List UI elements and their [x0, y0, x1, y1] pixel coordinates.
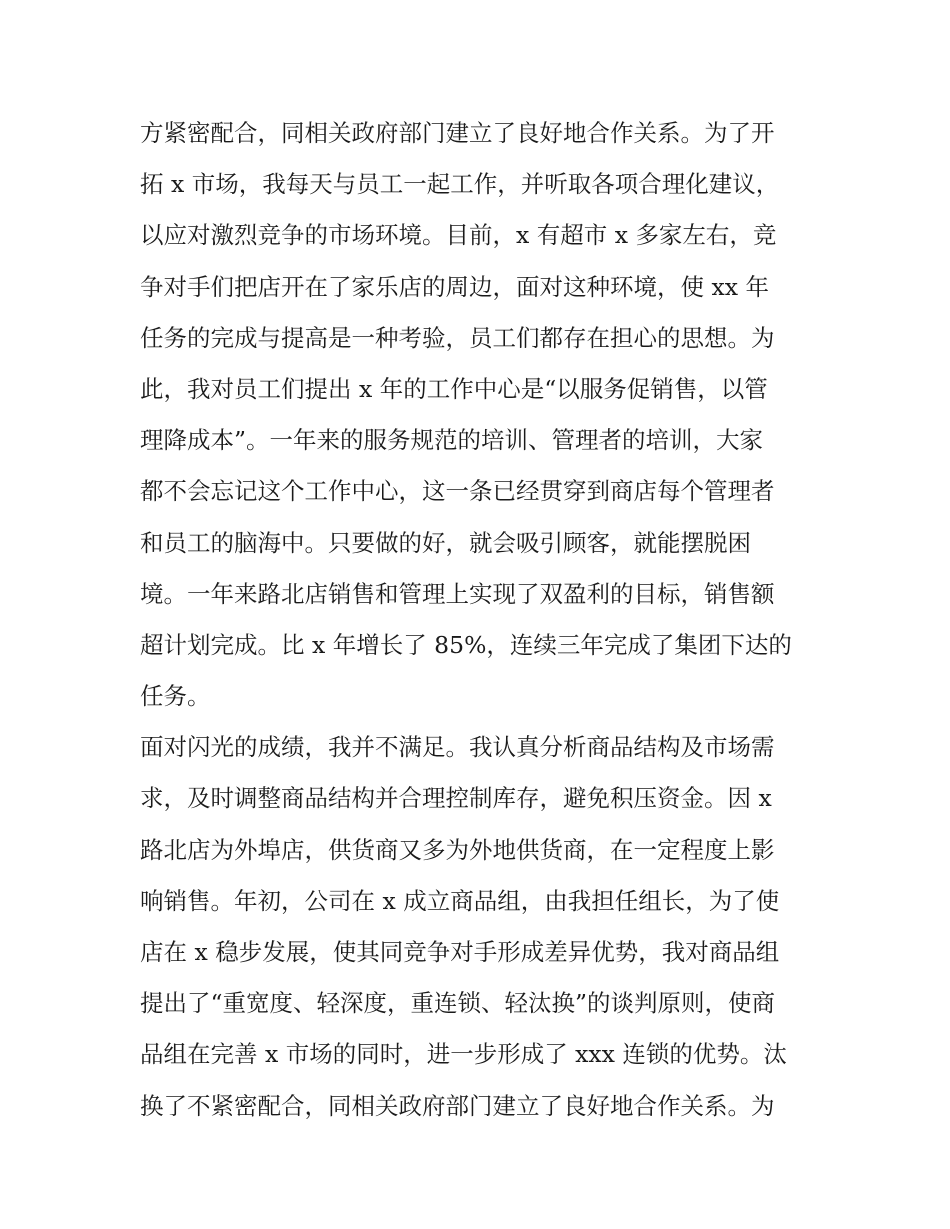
document-body [140, 108, 820, 1132]
text-line: 境。一年来路北店销售和管理上实现了双盈利的目标，销售额 [140, 579, 775, 608]
text-line: 响销售。年初，公司在 x 成立商品组，由我担任组长，为了使 [140, 886, 780, 915]
text-line: 都不会忘记这个工作中心，这一条已经贯穿到商店每个管理者 [140, 477, 775, 506]
text-line: 和员工的脑海中。只要做的好，就会吸引顾客，就能摆脱困 [140, 528, 751, 557]
text-line: 店在 x 稳步发展，使其同竞争对手形成差异优势，我对商品组 [140, 938, 780, 966]
text-line: 提出了“重宽度、轻深度，重连锁、轻汰换”的谈判原则，使商 [140, 989, 776, 1018]
text-line: 以应对激烈竞争的市场环境。目前，x 有超市 x 多家左右，竞 [140, 221, 777, 250]
text-line: 任务。 [140, 682, 211, 711]
text-line: 求，及时调整商品结构并合理控制库存，避免积压资金。因 x [140, 784, 772, 813]
text-line: 超计划完成。比 x 年增长了 85%，连续三年完成了集团下达的 [140, 630, 792, 659]
text-line: 此，我对员工们提出 x 年的工作中心是“以服务促销售，以管 [140, 374, 768, 403]
text-line: 任务的完成与提高是一种考验，员工们都存在担心的思想。为 [140, 323, 775, 352]
text-line: 品组在完善 x 市场的同时，进一步形成了 xxx 连锁的优势。汰 [140, 1040, 787, 1069]
text-line: 方紧密配合，同相关政府部门建立了良好地合作关系。为了开 [140, 119, 775, 147]
text-line: 拓 x 市场，我每天与员工一起工作，并听取各项合理化建议， [140, 170, 780, 199]
text-line: 争对手们把店开在了家乐店的周边，面对这种环境，使 xx 年 [140, 272, 769, 301]
text-line: 换了不紧密配合，同相关政府部门建立了良好地合作关系。为 [140, 1091, 775, 1120]
text-line: 路北店为外埠店，供货商又多为外地供货商，在一定程度上影 [140, 835, 775, 864]
text-line: 理降成本”。一年来的服务规范的培训、管理者的培训，大家 [140, 426, 764, 455]
text-line: 面对闪光的成绩，我并不满足。我认真分析商品结构及市场需 [140, 733, 775, 762]
